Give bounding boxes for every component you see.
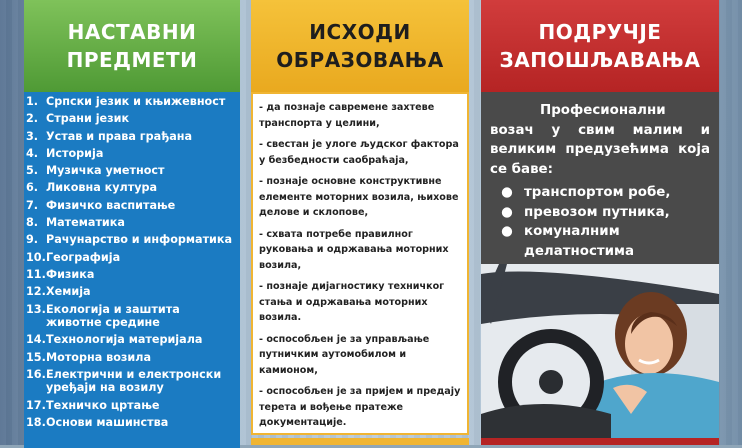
subject-number: 3.	[26, 129, 39, 143]
subject-label: Музичка уметност	[46, 164, 165, 178]
employment-body	[481, 92, 719, 264]
subject-label: Моторна возила	[46, 350, 152, 364]
employment-column	[481, 0, 719, 445]
subject-item	[26, 95, 236, 109]
subjects-column	[24, 0, 240, 445]
subject-number: 4.	[26, 146, 39, 160]
woman-driving-car-illustration	[481, 264, 719, 438]
subject-item	[26, 368, 236, 395]
outcomes-column	[251, 0, 469, 445]
subjects-title-line2: ПРЕДМЕТИ	[66, 48, 198, 72]
subject-item	[26, 147, 236, 161]
subject-number: 18.	[26, 416, 46, 430]
subject-number: 15.	[26, 350, 46, 364]
subject-number: 12.	[26, 285, 46, 299]
employment-title-line1: ПОДРУЧЈЕ	[538, 20, 662, 44]
subject-label: Устав и права грађана	[46, 129, 193, 143]
subject-number: 5.	[26, 164, 39, 178]
subject-number: 11.	[26, 267, 46, 281]
subject-label: Екологија и заштита животне средине	[46, 302, 180, 330]
employment-item	[490, 203, 710, 223]
subject-number: 2.	[26, 112, 39, 126]
subject-item	[26, 303, 236, 330]
subject-number: 17.	[26, 398, 46, 412]
outcomes-list	[251, 92, 469, 435]
subject-label: Основи машинства	[46, 416, 169, 430]
subject-label: Технологија материјала	[46, 333, 203, 347]
employment-item	[490, 183, 710, 203]
outcome-item: - оспособљен је за пријем и предају терета и вођење пратеже документације.	[259, 386, 461, 429]
subject-item	[26, 164, 236, 178]
employment-item-label: комуналним делатностима	[524, 224, 635, 259]
subject-item	[26, 333, 236, 347]
outcome-item: - схвата потребе правилног руковања и одржавања моторних возила,	[259, 228, 449, 271]
subject-label: Страни језик	[46, 112, 130, 126]
outcome-item: - свестан је улоге људског фактора у безбедности саобраћаја,	[259, 138, 459, 166]
subject-label: Историја	[46, 146, 104, 160]
subject-item	[26, 233, 236, 247]
driver-photo	[481, 264, 719, 438]
subject-number: 7.	[26, 198, 39, 212]
outcome-item: - познаје основне конструктивне елементе моторних возила, њихове делове и склопове,	[259, 175, 459, 219]
outcome-item: - познаје дијагностику техничког стања и одржавања моторних возила.	[259, 281, 445, 324]
subject-number: 16.	[26, 367, 46, 381]
subjects-list	[24, 92, 240, 448]
subject-number: 14.	[26, 333, 46, 347]
bullet-icon: ●	[501, 224, 513, 239]
outcomes-title-line2: ОБРАЗОВАЊА	[276, 48, 444, 72]
employment-item-label: превозом путника,	[524, 204, 670, 220]
subject-label: Географија	[46, 250, 121, 264]
subject-item	[26, 251, 236, 265]
employment-intro: Професионални возач у свим малим и великим предузећима која се баве:	[490, 103, 710, 177]
employment-title-line2: ЗАПОШЉАВАЊА	[499, 48, 701, 72]
subject-item	[26, 285, 236, 299]
subject-item	[26, 399, 236, 413]
subject-label: Физичко васпитање	[46, 198, 176, 212]
bullet-icon: ●	[501, 204, 513, 220]
subject-label: Електрични и електронски уређаји на возилу	[46, 367, 222, 395]
subject-number: 10.	[26, 250, 46, 264]
subject-item	[26, 130, 236, 144]
outcome-item: - оспособљен је за управљање путничким аутомобилом и камионом,	[259, 333, 430, 376]
bullet-icon: ●	[501, 185, 513, 200]
subject-label: Рачунарство и информатика	[46, 233, 233, 247]
subjects-title-line1: НАСТАВНИ	[67, 20, 197, 44]
employment-footer-bar	[481, 438, 719, 445]
employment-header	[481, 0, 719, 92]
subject-label: Математика	[46, 216, 125, 230]
subject-label: Ликовна култура	[46, 181, 158, 195]
subject-item	[26, 351, 236, 365]
subject-item	[26, 216, 236, 230]
subject-number: 1.	[26, 95, 39, 108]
subject-item	[26, 416, 236, 430]
subject-number: 13.	[26, 302, 46, 316]
subject-number: 9.	[26, 233, 39, 247]
subject-number: 8.	[26, 216, 39, 230]
subject-item	[26, 268, 236, 282]
employment-item	[490, 222, 710, 261]
subject-number: 6.	[26, 181, 39, 195]
outcome-item: - да познаје савремене захтеве транспорта у целини,	[259, 102, 435, 129]
subject-label: Српски језик и књижевност	[46, 95, 226, 108]
outcomes-title-line1: ИСХОДИ	[309, 20, 411, 44]
subject-label: Хемија	[46, 285, 91, 299]
subject-label: Физика	[46, 267, 95, 281]
outcomes-footer-bar	[251, 438, 469, 445]
employment-item-label: транспортом робе,	[524, 185, 671, 200]
subject-item	[26, 112, 236, 126]
outcomes-header	[251, 0, 469, 92]
subject-label: Техничко цртање	[46, 398, 160, 412]
subject-item	[26, 181, 236, 195]
subject-item	[26, 199, 236, 213]
subjects-header	[24, 0, 240, 92]
